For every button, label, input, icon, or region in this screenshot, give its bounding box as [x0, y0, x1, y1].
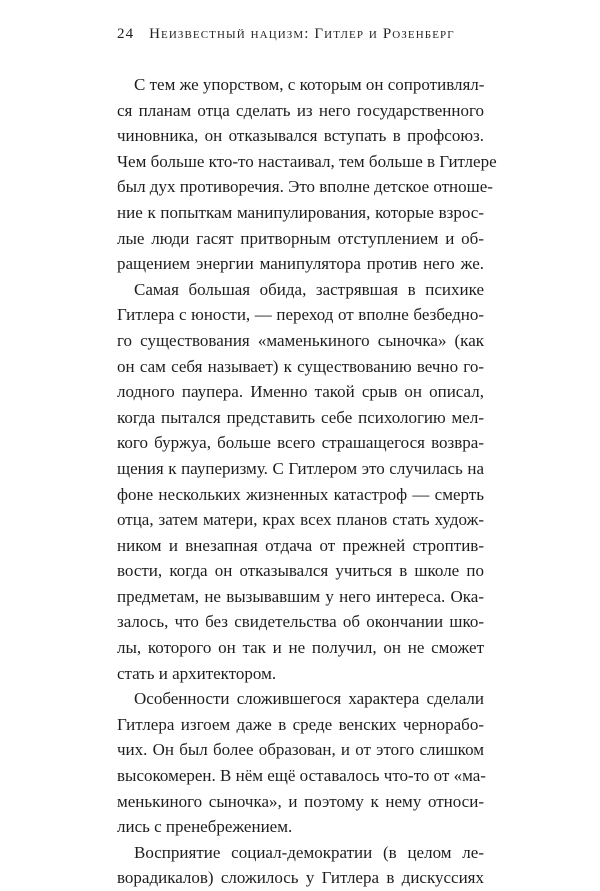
- text-line: был дух противоречия. Это вполне детское отноше-: [117, 177, 493, 197]
- text-line: Особенности сложившегося характера сделали: [134, 689, 484, 709]
- text-line: лись с пренебрежением.: [117, 817, 293, 837]
- text-line: лодного паупера. Именно такой срыв он описал,: [117, 382, 484, 402]
- text-line: высокомерен. В нём ещё оставалось что-то от «ма-: [117, 766, 486, 786]
- text-line: щения к пауперизму. С Гитлером это случилась на: [117, 458, 484, 478]
- text-line: ся планам отца сделать из него государственного: [117, 100, 484, 120]
- text-line: чих. Он был более образован, и от этого слишком: [117, 740, 484, 760]
- page-number: 24: [117, 26, 135, 42]
- text-line: фоне нескольких жизненных катастроф — смерть: [117, 484, 484, 504]
- text-line: ние к попыткам манипулирования, которые взрос-: [117, 202, 484, 222]
- running-title: Неизвестный нацизм: Гитлер и Розенберг: [149, 26, 455, 42]
- text-line: ворадикалов) сложилось у Гитлера в дискуссиях: [117, 868, 484, 888]
- text-line: Чем больше кто-то настаивал, тем больше в Гитлере: [117, 151, 497, 171]
- text-line: стать и архитектором.: [117, 663, 277, 683]
- text-line: кого буржуа, больше всего страшащегося возвра-: [117, 433, 484, 453]
- text-line: Самая большая обида, застрявшая в психике: [134, 279, 484, 299]
- text-line: Гитлера изгоем даже в среде венских чернорабо-: [117, 714, 484, 734]
- text-line: С тем же упорством, с которым он сопротивлял-: [134, 75, 485, 94]
- paragraph-2: [117, 277, 484, 687]
- text-line: ником и внезапная отдача от прежней строптив-: [117, 535, 484, 555]
- paragraph-1: [117, 72, 497, 277]
- text-line: лы, которого он так и не получил, он не сможет: [117, 638, 484, 658]
- text-line: менькиного сыночка», и поэтому к нему относи-: [117, 791, 484, 811]
- paragraph-3: [117, 686, 484, 840]
- text-line: го существования «маменькиного сыночка» (как: [117, 330, 484, 350]
- text-line: отца, затем матери, крах всех планов стать худож-: [117, 510, 484, 530]
- text-line: лые люди гасят притворным отступлением и об-: [117, 228, 484, 248]
- text-line: ращением энергии манипулятора против него же.: [117, 254, 484, 274]
- running-head: [117, 24, 517, 44]
- paragraph-4: [117, 840, 484, 891]
- text-line: залось, что без свидетельства об окончании шко-: [117, 612, 484, 632]
- text-line: когда пытался представить себе психологию мел-: [117, 407, 484, 427]
- text-line: Гитлера с юности, — переход от вполне безбедно-: [117, 305, 484, 325]
- text-line: вости, когда он отказывался учиться в школе по: [117, 561, 484, 581]
- text-line: предметам, не вызывавшим у него интереса. Ока-: [117, 586, 484, 606]
- body-text: [117, 72, 497, 891]
- text-line: Восприятие социал-демократии (в целом ле-: [134, 842, 484, 862]
- text-line: он сам себя называет) к существованию вечно го-: [117, 356, 484, 376]
- text-line: чиновника, он отказывался вступать в профсоюз.: [117, 126, 484, 146]
